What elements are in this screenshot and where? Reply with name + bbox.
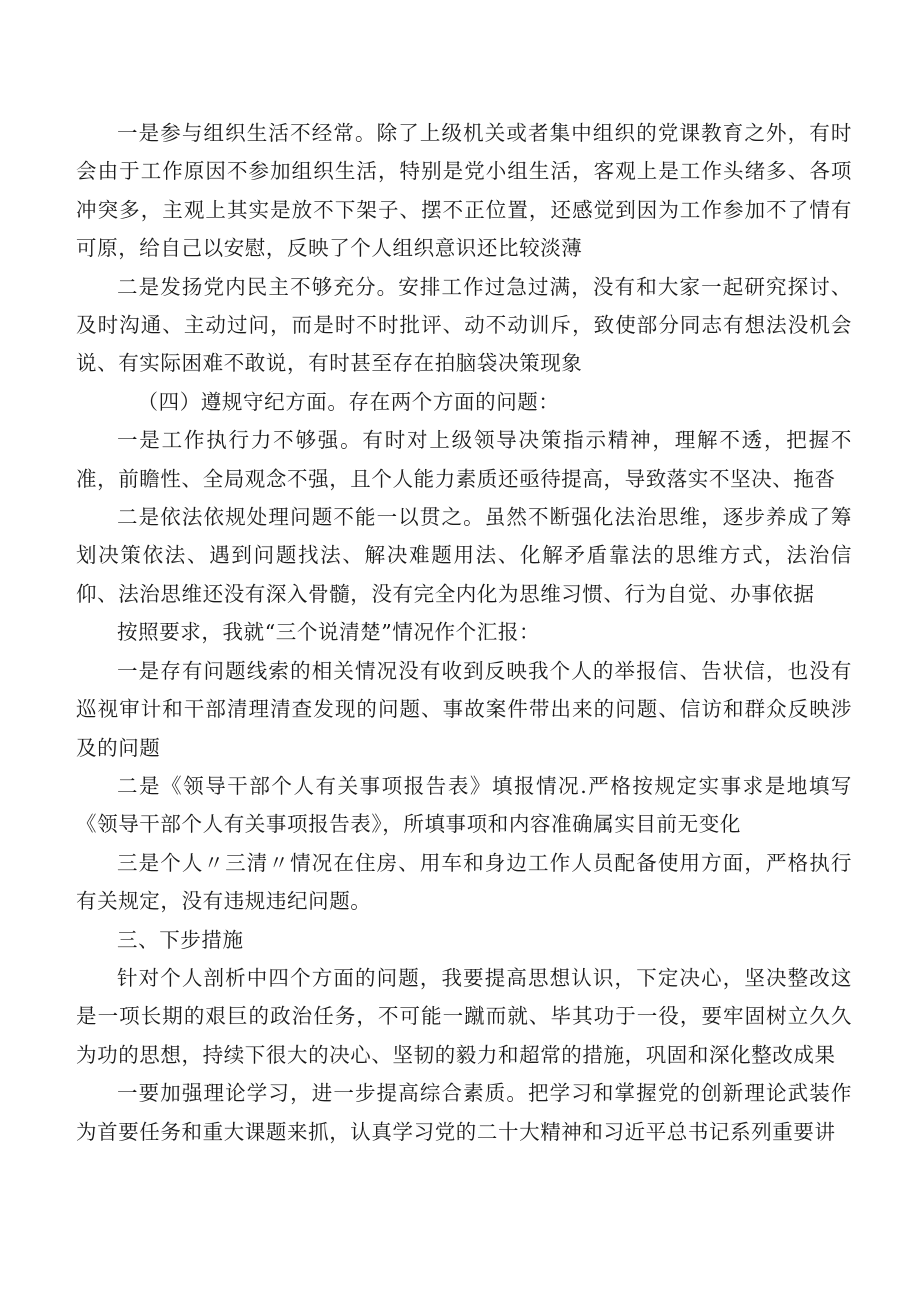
paragraph-organization-life: 一是参与组织生活不经常。除了上级机关或者集中组织的党课教育之外，有时会由于工作原因不参加组织生活，特别是党小组生活，客观上是工作头绪多、各项冲突多，主观上其实是放不下架子、摆不正位置，还感觉到因为工作参加不了情有可原，给自己以安慰，反映了个人组织意识还比较淡薄 — [76, 121, 852, 261]
paragraph-three-clean: 三是个人〃三清〃情况在住房、用车和身边工作人员配备使用方面，严格执行有关规定，没有违规违纪问题。 — [76, 850, 852, 914]
paragraph-clue-status: 一是存有问题线索的相关情况没有收到反映我个人的举报信、告状信，也没有巡视审计和干部清理清查发现的问题、事故案件带出来的问题、信访和群众反映涉及的问题 — [76, 658, 852, 760]
paragraph-rule-of-law: 二是依法依规处理问题不能一以贯之。虽然不断强化法治思维，逐步养成了筹划决策依法、遇到问题找法、解决难题用法、化解矛盾靠法的思维方式，法治信仰、法治思维还没有深入骨髓，没有完全内化为思维习惯、行为自觉、办事依据 — [76, 505, 852, 606]
paragraph-inner-party-democracy: 二是发扬党内民主不够充分。安排工作过急过满，没有和大家一起研究探讨、及时沟通、主动过问，而是时不时批评、动不动训斥，致使部分同志有想法没机会说、有实际困难不敢说，有时甚至存在拍脑袋决策现象 — [76, 274, 852, 376]
section-heading-next-steps: 三、下步措施 — [117, 927, 244, 952]
section-heading-discipline: （四）遵规守纪方面。存在两个方面的问题： — [137, 389, 560, 414]
paragraph-execution: 一是工作执行力不够强。有时对上级领导决策指示精神，理解不透，把握不准，前瞻性、全局观念不强，且个人能力素质还亟待提高，导致落实不坚决、拖沓 — [76, 428, 852, 491]
paragraph-rectification: 针对个人剖析中四个方面的问题，我要提高思想认识，下定决心，坚决整改这是一项长期的艰巨的政治任务，不可能一蹴而就、毕其功于一役，要牢固树立久久为功的思想，持续下很大的决心、坚韧的毅力和超常的措施，巩固和深化整改成果 — [76, 965, 852, 1067]
paragraph-personal-report-form: 二是《领导干部个人有关事项报告表》填报情况.严格按规定实事求是地填写《领导干部个人有关事项报告表》，所填事项和内容准确属实目前无变化 — [76, 773, 852, 837]
paragraph-theory-study: 一要加强理论学习，进一步提高综合素质。把学习和掌握党的创新理论武装作为首要任务和重大课题来抓，认真学习党的二十大精神和习近平总书记系列重要讲 — [76, 1081, 852, 1144]
paragraph-report-intro: 按照要求，我就“三个说清楚”情况作个汇报： — [117, 620, 541, 645]
document-body — [76, 114, 852, 1151]
